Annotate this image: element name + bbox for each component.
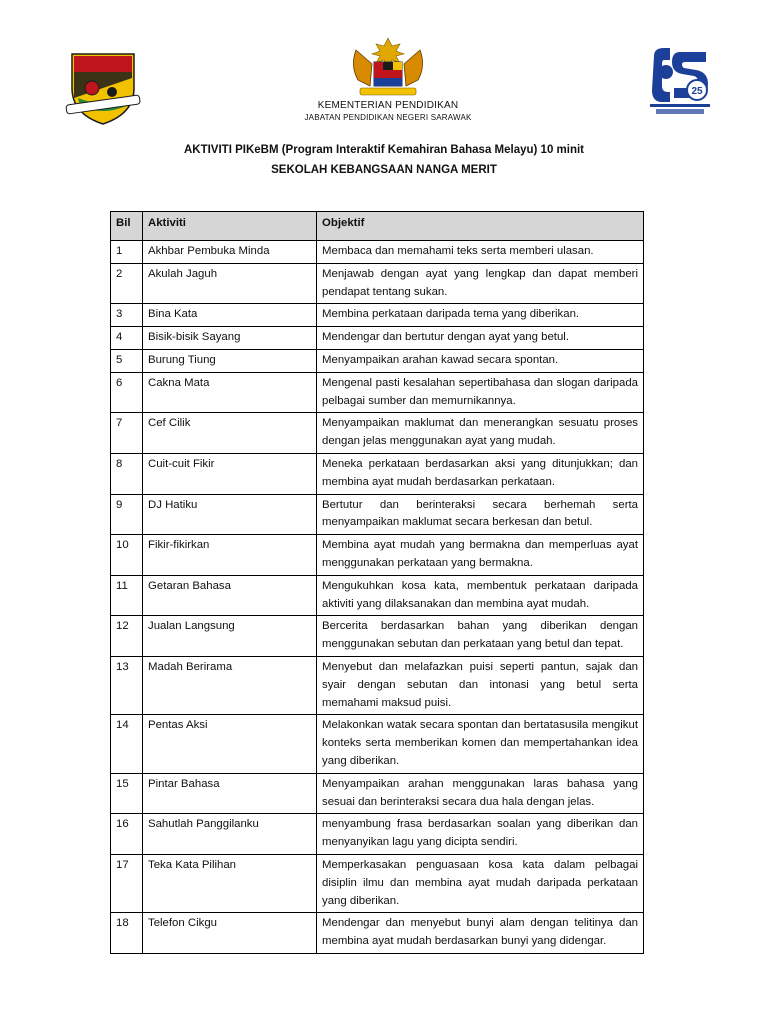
row-objektif: Mengenal pasti kesalahan sepertibahasa dan slogan daripada pelbagai sumber dan memurnikannya.	[317, 372, 644, 413]
row-aktiviti: Cef Cilik	[143, 413, 317, 454]
table-row	[111, 304, 644, 327]
row-aktiviti: Burung Tiung	[143, 349, 317, 372]
row-objektif: menyambung frasa berdasarkan soalan yang diberikan dan menyanyikan lagu yang dicipta sendiri.	[317, 814, 644, 855]
national-crest-logo	[346, 36, 430, 98]
education-department-logo	[648, 46, 712, 116]
row-aktiviti: DJ Hatiku	[143, 494, 317, 535]
row-bil: 11	[111, 575, 143, 616]
row-objektif: Bertutur dan berinteraksi secara berhemah serta menyampaikan maklumat secara berkesan dan betul.	[317, 494, 644, 535]
table-row	[111, 814, 644, 855]
row-bil: 8	[111, 453, 143, 494]
row-objektif: Mendengar dan bertutur dengan ayat yang betul.	[317, 327, 644, 350]
table-row	[111, 773, 644, 814]
row-objektif: Mengukuhkan kosa kata, membentuk perkataan daripada aktiviti yang dilaksanakan dan membina ayat mudah.	[317, 575, 644, 616]
department-name: JABATAN PENDIDIKAN NEGERI SARAWAK	[304, 113, 472, 122]
row-bil: 17	[111, 854, 143, 912]
row-objektif: Menyampaikan maklumat dan menerangkan sesuatu proses dengan jelas menggunakan ayat yang mudah.	[317, 413, 644, 454]
row-bil: 12	[111, 616, 143, 657]
row-bil: 3	[111, 304, 143, 327]
row-objektif: Melakonkan watak secara spontan dan bertatasusila mengikut konteks serta memberikan komen dan mempertahankan idea yang diberikan.	[317, 715, 644, 773]
document-title	[100, 140, 668, 180]
table-row	[111, 575, 644, 616]
row-aktiviti: Bina Kata	[143, 304, 317, 327]
row-aktiviti: Cuit-cuit Fikir	[143, 453, 317, 494]
row-bil: 4	[111, 327, 143, 350]
row-aktiviti: Sahutlah Panggilanku	[143, 814, 317, 855]
row-aktiviti: Cakna Mata	[143, 372, 317, 413]
table-row	[111, 453, 644, 494]
row-bil: 10	[111, 535, 143, 576]
table-row	[111, 327, 644, 350]
row-aktiviti: Jualan Langsung	[143, 616, 317, 657]
row-aktiviti: Pintar Bahasa	[143, 773, 317, 814]
table-row	[111, 263, 644, 304]
table-row	[111, 715, 644, 773]
row-objektif: Menjawab dengan ayat yang lengkap dan dapat memberi pendapat tentang sukan.	[317, 263, 644, 304]
table-row	[111, 616, 644, 657]
row-aktiviti: Akulah Jaguh	[143, 263, 317, 304]
row-bil: 7	[111, 413, 143, 454]
row-objektif: Menyebut dan melafazkan puisi seperti pantun, sajak dan syair dengan sebutan dan intonasi yang betul serta memahami maksud puisi.	[317, 656, 644, 714]
row-bil: 6	[111, 372, 143, 413]
row-aktiviti: Bisik-bisik Sayang	[143, 327, 317, 350]
row-bil: 9	[111, 494, 143, 535]
row-objektif: Mendengar dan menyebut bunyi alam dengan telitinya dan membina ayat mudah berdasarkan bunyi yang didengar.	[317, 913, 644, 954]
row-aktiviti: Telefon Cikgu	[143, 913, 317, 954]
row-bil: 18	[111, 913, 143, 954]
table-row	[111, 413, 644, 454]
row-objektif: Bercerita berdasarkan bahan yang diberikan dengan menggunakan sebutan dan perkataan yang betul dan tepat.	[317, 616, 644, 657]
row-bil: 15	[111, 773, 143, 814]
row-objektif: Membaca dan memahami teks serta memberi ulasan.	[317, 241, 644, 264]
table-row	[111, 854, 644, 912]
row-bil: 1	[111, 241, 143, 264]
table-row	[111, 656, 644, 714]
row-aktiviti: Pentas Aksi	[143, 715, 317, 773]
ministry-name: KEMENTERIAN PENDIDIKAN	[317, 100, 459, 111]
row-aktiviti: Teka Kata Pilihan	[143, 854, 317, 912]
header-aktiviti: Aktiviti	[143, 212, 317, 241]
row-objektif: Menyampaikan arahan kawad secara spontan.	[317, 349, 644, 372]
row-bil: 16	[111, 814, 143, 855]
row-aktiviti: Akhbar Pembuka Minda	[143, 241, 317, 264]
header-objektif: Objektif	[317, 212, 644, 241]
table-row	[111, 913, 644, 954]
title-line-1: AKTIVITI PIKeBM (Program Interaktif Kemahiran Bahasa Melayu) 10 minit	[183, 144, 585, 156]
row-aktiviti: Fikir-fikirkan	[143, 535, 317, 576]
logo-anniversary-number: 25	[691, 86, 703, 97]
row-aktiviti: Getaran Bahasa	[143, 575, 317, 616]
ministry-heading	[238, 100, 538, 123]
table-row	[111, 349, 644, 372]
row-objektif: Menyampaikan arahan menggunakan laras bahasa yang sesuai dan berinteraksi secara dua hala dengan jelas.	[317, 773, 644, 814]
row-aktiviti: Madah Berirama	[143, 656, 317, 714]
row-objektif: Memperkasakan penguasaan kosa kata dalam pelbagai disiplin ilmu dan membina ayat mudah daripada perkataan yang diberikan.	[317, 854, 644, 912]
table-row	[111, 372, 644, 413]
table-row	[111, 241, 644, 264]
school-crest-logo	[64, 48, 142, 126]
table-row	[111, 535, 644, 576]
row-bil: 5	[111, 349, 143, 372]
activity-table	[110, 211, 644, 954]
table-row	[111, 494, 644, 535]
row-objektif: Membina perkataan daripada tema yang diberikan.	[317, 304, 644, 327]
title-line-2: SEKOLAH KEBANGSAAN NANGA MERIT	[271, 164, 497, 176]
row-bil: 2	[111, 263, 143, 304]
row-bil: 13	[111, 656, 143, 714]
row-bil: 14	[111, 715, 143, 773]
row-objektif: Meneka perkataan berdasarkan aksi yang ditunjukkan; dan membina ayat mudah berdasarkan perkataan.	[317, 453, 644, 494]
row-objektif: Membina ayat mudah yang bermakna dan memperluas ayat menggunakan perkataan yang bermakna.	[317, 535, 644, 576]
table-header-row	[111, 212, 644, 241]
header-bil: Bil	[111, 212, 143, 241]
